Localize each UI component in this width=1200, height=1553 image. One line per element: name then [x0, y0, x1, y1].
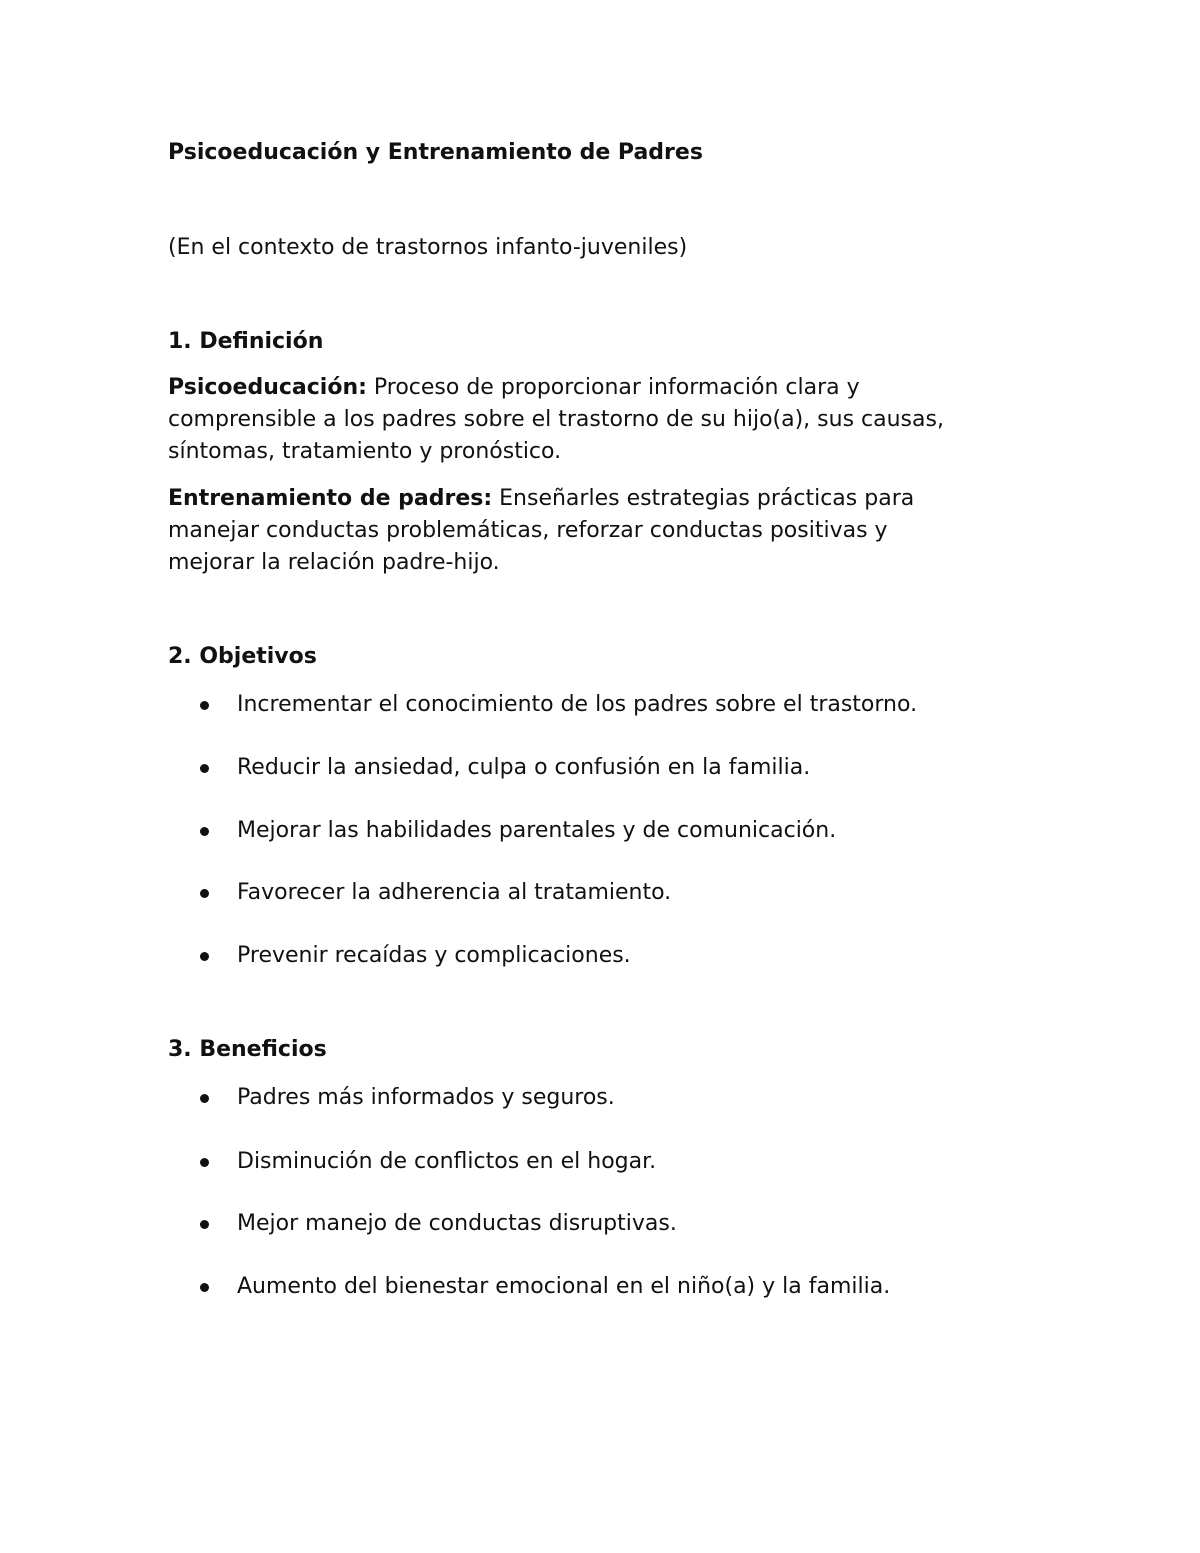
list-item [200, 877, 1100, 909]
list-item-text: Aumento del bienestar emocional en el niño(a) y la familia. [237, 1274, 891, 1299]
paragraph-line: comprensible a los padres sobre el trastorno de su hijo(a), sus causas, [168, 407, 944, 432]
list-item [200, 752, 1100, 784]
section-heading-definicion: 1. Definición [168, 329, 324, 354]
paragraph-line [168, 372, 1048, 404]
section-heading-objetivos: 2. Objetivos [168, 644, 317, 669]
term-label: Entrenamiento de padres: [168, 486, 493, 511]
paragraph-line: síntomas, tratamiento y pronóstico. [168, 439, 562, 464]
list-item-text: Favorecer la adherencia al tratamiento. [237, 880, 672, 905]
list-item-text: Incrementar el conocimiento de los padres sobre el trastorno. [237, 692, 918, 717]
paragraph-line: mejorar la relación padre-hijo. [168, 550, 500, 575]
paragraph-line: manejar conductas problemáticas, reforzar conductas positivas y [168, 518, 888, 543]
definition-paragraph-entrenamiento [168, 483, 1048, 579]
list-item-text: Mejor manejo de conductas disruptivas. [237, 1211, 677, 1236]
bullet-icon [200, 1158, 209, 1167]
section-heading-beneficios: 3. Beneficios [168, 1037, 327, 1062]
list-item [200, 1271, 1100, 1303]
bullet-icon [200, 701, 209, 710]
bullet-icon [200, 952, 209, 961]
bullet-icon [200, 827, 209, 836]
paragraph-text: Proceso de proporcionar información clara y [366, 375, 860, 400]
list-item [200, 940, 1100, 972]
document-subtitle: (En el contexto de trastornos infanto-juveniles) [168, 235, 688, 260]
list-item [200, 1082, 1100, 1114]
document-title: Psicoeducación y Entrenamiento de Padres [168, 140, 703, 165]
bullet-icon [200, 1094, 209, 1103]
bullet-icon [200, 889, 209, 898]
list-item-text: Disminución de conflictos en el hogar. [237, 1149, 657, 1174]
term-label: Psicoeducación: [168, 375, 367, 400]
list-item-text: Padres más informados y seguros. [237, 1085, 615, 1110]
list-item [200, 815, 1100, 847]
list-item [200, 1146, 1100, 1178]
list-item [200, 1208, 1100, 1240]
paragraph-text: Enseñarles estrategias prácticas para [492, 486, 915, 511]
list-item-text: Mejorar las habilidades parentales y de comunicación. [237, 818, 837, 843]
definition-paragraph-psicoeducacion [168, 372, 1048, 468]
list-item-text: Prevenir recaídas y complicaciones. [237, 943, 631, 968]
paragraph-line [168, 483, 1048, 515]
list-item [200, 689, 1100, 721]
list-item-text: Reducir la ansiedad, culpa o confusión en la familia. [237, 755, 811, 780]
bullet-icon [200, 1220, 209, 1229]
bullet-icon [200, 764, 209, 773]
bullet-icon [200, 1283, 209, 1292]
